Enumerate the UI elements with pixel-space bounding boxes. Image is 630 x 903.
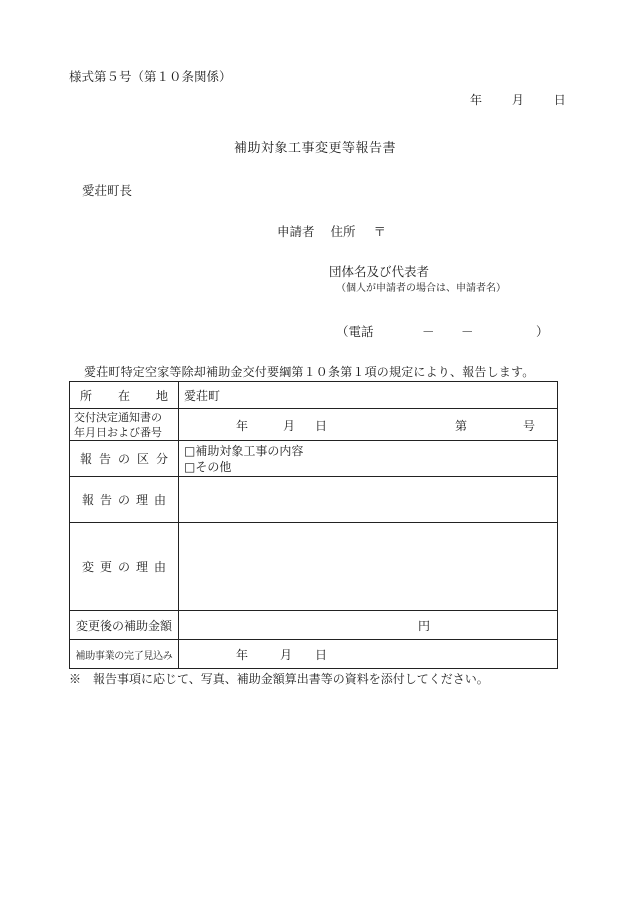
change-reason-label: 変 更 の 理 由: [82, 560, 166, 574]
category-label: 報 告 の 区 分: [80, 452, 168, 466]
notice-number-prefix: 第: [455, 418, 468, 433]
table-row: [70, 477, 558, 523]
org-representative-label: 団体名及び代表者: [329, 264, 430, 279]
reason-label-cell: [70, 477, 179, 523]
amount-value-cell[interactable]: [179, 611, 558, 640]
notice-value-cell[interactable]: [179, 409, 558, 441]
table-row: [70, 441, 558, 477]
table-row: [70, 611, 558, 640]
completion-date: [184, 646, 552, 662]
amount-unit: 円: [418, 619, 431, 633]
notice-label-line1: 交付決定通知書の: [74, 410, 162, 424]
notice-label-line2: 年月日および番号: [74, 425, 162, 439]
table-row: [70, 409, 558, 441]
completion-value-cell[interactable]: [179, 640, 558, 669]
intro-text: 愛荘町特定空家等除却補助金交付要綱第１０条第１項の規定により、報告します。: [84, 365, 535, 379]
phone-separator: －: [461, 324, 474, 339]
location-label-cell: [70, 382, 179, 409]
reason-label: 報 告 の 理 由: [82, 493, 166, 507]
completion-label: 補助事業の完了見込み: [75, 650, 173, 662]
year-label: 年: [470, 93, 483, 107]
completion-month-label: 月: [280, 648, 293, 662]
form-number: 様式第５号（第１０条関係）: [69, 69, 232, 84]
category-option-work-content[interactable]: □補助対象工事の内容: [184, 443, 304, 458]
notice-date-number: [184, 417, 552, 433]
notice-month-label: 月: [283, 418, 296, 433]
category-option-other[interactable]: □その他: [184, 459, 232, 474]
applicant-label: 申請者: [277, 224, 315, 239]
address-label: 住所: [330, 224, 356, 239]
footnote: ※ 報告事項に応じて、写真、補助金額算出書等の資料を添付してください。: [69, 672, 489, 686]
change-reason-value-cell[interactable]: [179, 523, 558, 611]
table-row: [70, 382, 558, 409]
completion-label-cell: [70, 640, 179, 669]
submission-date: [470, 91, 566, 108]
completion-year-label: 年: [236, 648, 249, 662]
report-form-table: [69, 381, 558, 669]
category-label-cell: [70, 441, 179, 477]
month-label: 月: [511, 93, 524, 107]
document-title: 補助対象工事変更等報告書: [233, 141, 396, 156]
phone-separator: －: [422, 324, 435, 339]
phone-label: （電話: [336, 324, 374, 339]
change-reason-label-cell: [70, 523, 179, 611]
table-row: [70, 640, 558, 669]
notice-year-label: 年: [236, 418, 249, 433]
completion-day-label: 日: [315, 648, 328, 662]
notice-number-suffix: 号: [523, 418, 536, 433]
location-value: 愛荘町: [184, 388, 221, 403]
table-row: [70, 523, 558, 611]
postal-mark: 〒: [373, 224, 387, 239]
amount-label: 変更後の補助金額: [75, 618, 172, 633]
applicant-address-row: [277, 222, 386, 240]
notice-day-label: 日: [315, 418, 328, 433]
phone-close: ）: [536, 324, 549, 339]
amount-label-cell: [70, 611, 179, 640]
org-representative-note: （個人が申請者の場合は、申請者名）: [336, 283, 506, 294]
phone-line: [336, 322, 549, 340]
amount-value: [184, 617, 552, 633]
day-label: 日: [553, 93, 566, 107]
reason-value-cell[interactable]: [179, 477, 558, 523]
location-value-cell[interactable]: [179, 382, 558, 409]
notice-label-cell: [70, 409, 179, 441]
category-options-cell: [179, 441, 558, 477]
location-label: 所 在 地: [80, 388, 168, 403]
recipient: 愛荘町長: [82, 183, 133, 198]
